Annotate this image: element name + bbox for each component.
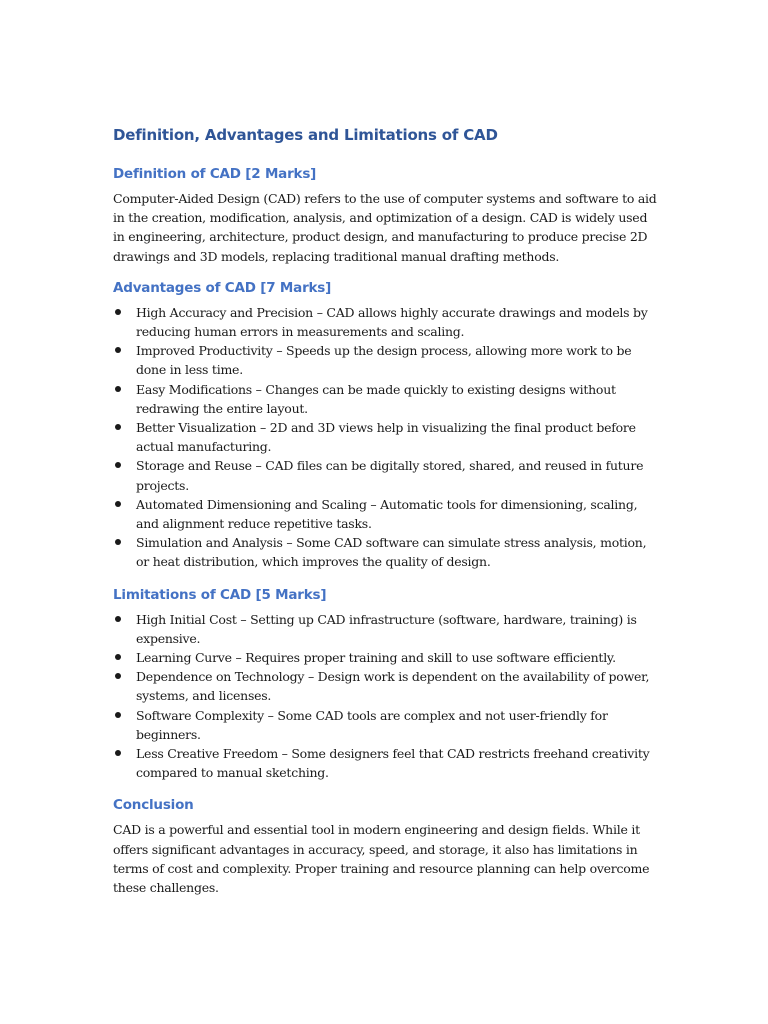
list-item-text: Less Creative Freedom – Some designers feel that CAD restricts freehand creativity compared to manual sketching. — [136, 746, 650, 781]
document-title: Definition, Advantages and Limitations of CAD — [113, 126, 498, 144]
list-item — [113, 533, 661, 571]
bullet-icon — [115, 654, 121, 660]
bullet-icon — [115, 347, 121, 353]
bullet-icon — [115, 309, 121, 315]
list-item — [113, 648, 661, 667]
section-conclusion — [113, 795, 661, 897]
bullet-icon — [115, 462, 121, 468]
list-item — [113, 744, 661, 782]
bullet-icon — [115, 750, 121, 756]
bullet-icon — [115, 424, 121, 430]
advantages-list — [113, 303, 661, 572]
list-item — [113, 610, 661, 648]
section-definition — [113, 164, 661, 266]
document-page — [113, 124, 661, 910]
list-item-text: Software Complexity – Some CAD tools are complex and not user-friendly for beginners. — [136, 707, 608, 742]
list-item-text: Better Visualization – 2D and 3D views help in visualizing the final product before actual manufacturing. — [136, 420, 636, 455]
conclusion-paragraph: CAD is a powerful and essential tool in modern engineering and design fields. While it offers significant advantages in accuracy, speed, and storage, it also has limitations in terms of cost and complexity. Proper training and resource planning can help overcome these challenges. — [113, 822, 650, 896]
advantages-heading: Advantages of CAD [7 Marks] — [113, 279, 332, 296]
bullet-icon — [115, 539, 121, 545]
limitations-list — [113, 610, 661, 783]
list-item-text: Learning Curve – Requires proper training and skill to use software efficiently. — [136, 650, 616, 666]
list-item-text: High Accuracy and Precision – CAD allows highly accurate drawings and models by reducing human errors in measurements and scaling. — [136, 304, 648, 340]
limitations-heading: Limitations of CAD [5 Marks] — [113, 586, 327, 603]
conclusion-heading: Conclusion — [113, 797, 194, 814]
list-item-text: Simulation and Analysis – Some CAD software can simulate stress analysis, motion, or heat distribution, which improves the quality of design. — [136, 535, 647, 570]
bullet-icon — [115, 616, 121, 622]
definition-paragraph: Computer-Aided Design (CAD) refers to the use of computer systems and software to aid in the creation, modification, analysis, and optimization of a design. CAD is widely used in engineering, architecture, product design, and manufacturing to produce precise 2D drawings and 3D models, replacing traditional manual drafting methods. — [113, 191, 657, 264]
section-limitations — [113, 585, 661, 783]
list-item-text: Dependence on Technology – Design work is dependent on the availability of power, systems, and licenses. — [136, 669, 650, 704]
list-item-text: Improved Productivity – Speeds up the design process, allowing more work to be done in less time. — [136, 343, 632, 378]
list-item — [113, 341, 661, 379]
list-item-text: High Initial Cost – Setting up CAD infrastructure (software, hardware, training) is expensive. — [136, 611, 637, 646]
section-advantages — [113, 278, 661, 572]
list-item — [113, 303, 661, 341]
bullet-icon — [115, 501, 121, 507]
list-item — [113, 495, 661, 533]
list-item — [113, 380, 661, 418]
list-item-text: Easy Modifications – Changes can be made quickly to existing designs without redrawing the entire layout. — [136, 381, 616, 416]
definition-heading: Definition of CAD [2 Marks] — [113, 166, 317, 182]
bullet-icon — [115, 673, 121, 679]
bullet-icon — [115, 712, 121, 718]
list-item — [113, 667, 661, 705]
list-item — [113, 418, 661, 456]
list-item-text: Automated Dimensioning and Scaling – Automatic tools for dimensioning, scaling, and alignment reduce repetitive tasks. — [136, 496, 638, 532]
list-item — [113, 456, 661, 494]
list-item — [113, 706, 661, 744]
list-item-text: Storage and Reuse – CAD files can be digitally stored, shared, and reused in future projects. — [136, 458, 644, 493]
bullet-icon — [115, 386, 121, 392]
